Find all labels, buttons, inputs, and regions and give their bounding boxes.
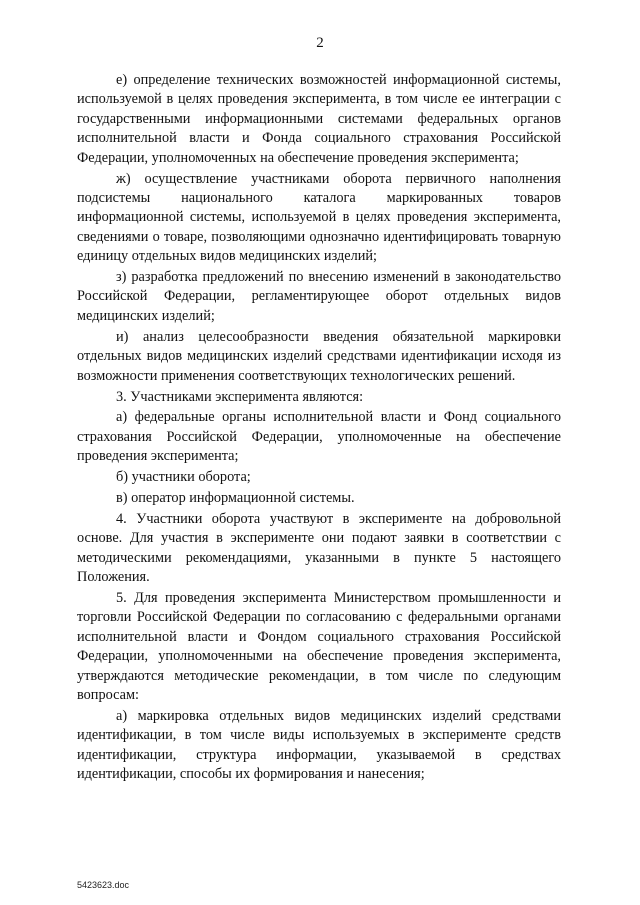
paragraph-3a: а) федеральные органы исполнительной власти и Фонд социального страхования Российской Федерации, уполномоченные на обеспечение проведения эксперимента; (77, 409, 561, 465)
paragraph-3b: б) участники оборота; (116, 469, 251, 486)
paragraph-4: 4. Участники оборота участвуют в эксперименте на добровольной основе. Для участия в эксперименте они подают заявки в соответствии с методическими рекомендациями, указанными в пункте 5 настоящего Положения. (77, 510, 561, 586)
paragraph-3: 3. Участниками эксперимента являются: (116, 388, 364, 405)
document-body (77, 71, 561, 786)
paragraph-z: з) разработка предложений по внесению изменений в законодательство Российской Федерации, регламентирующее оборот отдельных видов медицинских изделий; (77, 269, 561, 324)
footer-filename: 5423623.doc (77, 880, 130, 890)
page-number: 2 (316, 35, 324, 51)
paragraph-zh: ж) осуществление участниками оборота первичного наполнения подсистемы национального каталога маркированных товаров информационной системы, используемой в целях проведения эксперимента, сведениями о товаре, позволяющими однозначно идентифицировать товарную единицу отдельных видов медицинских изделий; (77, 170, 561, 265)
paragraph-e: е) определение технических возможностей информационной системы, используемой в целях проведения эксперимента, в том числе ее интеграции с государственными информационными системами федеральных органов исполнительной власти и Фонда социального страхования Российской Федерации, уполномоченных на обеспечение проведения эксперимента; (77, 72, 561, 166)
paragraph-3v: в) оператор информационной системы. (116, 490, 355, 507)
paragraph-5a: а) маркировка отдельных видов медицинских изделий средствами идентификации, в том числе виды используемых в эксперименте средств идентификации, структура информации, указываемой в средствах идентификации, способы их формирования и нанесения; (77, 708, 561, 783)
paragraph-5: 5. Для проведения эксперимента Министерством промышленности и торговли Российской Федерации по согласованию с федеральными органами исполнительной власти и Фондом социального страхования Российской Федерации, уполномоченными на обеспечение проведения эксперимента, утверждаются методические рекомендации, в том числе по следующим вопросам: (77, 590, 561, 704)
paragraph-i: и) анализ целесообразности введения обязательной маркировки отдельных видов медицинских изделий средствами идентификации исходя из возможности применения соответствующих технологических решений. (77, 328, 561, 384)
